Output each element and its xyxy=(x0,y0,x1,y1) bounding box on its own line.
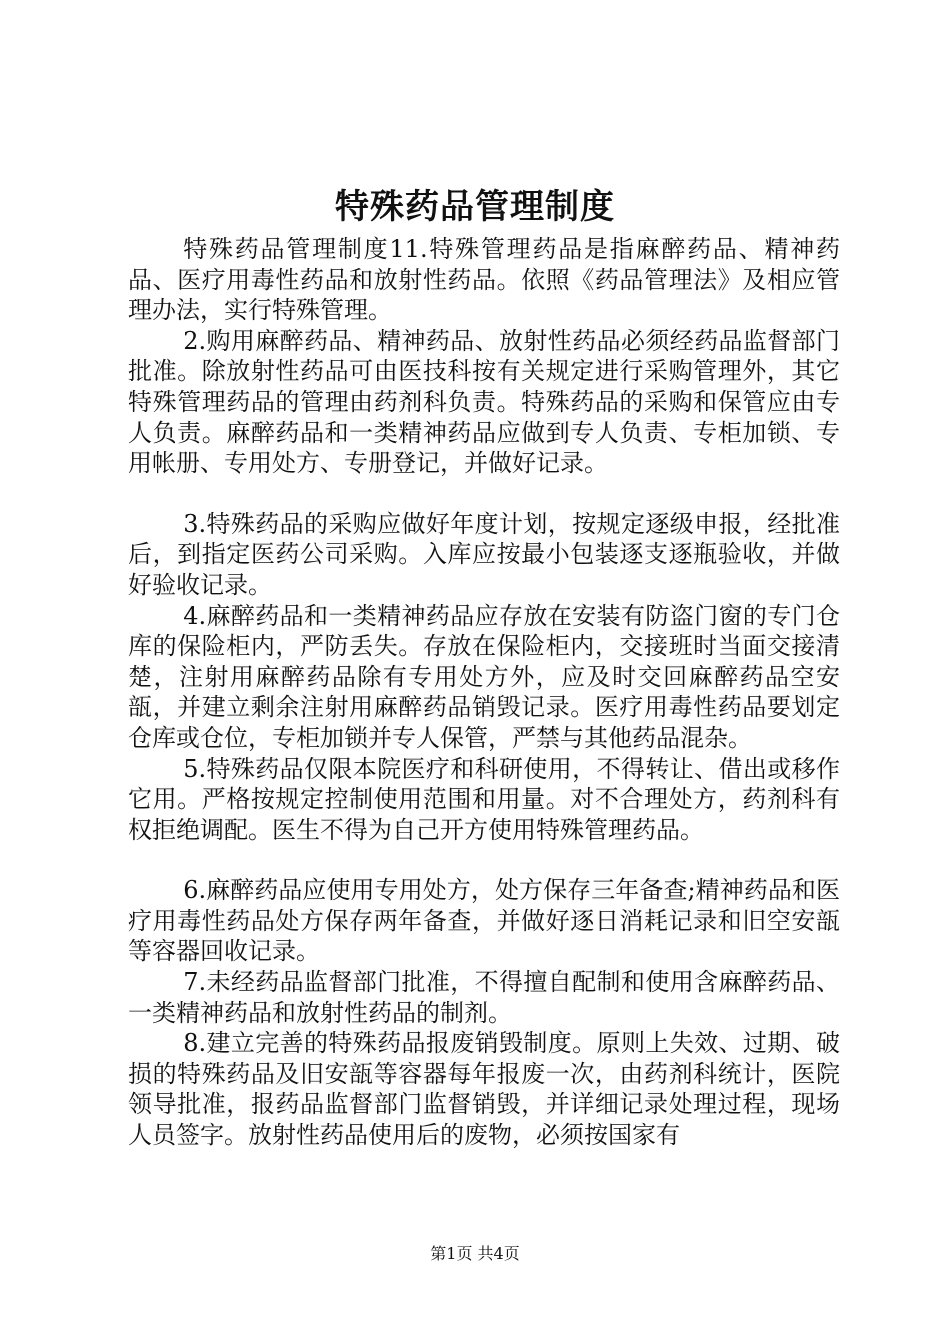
document-title: 特殊药品管理制度 xyxy=(335,187,615,227)
paragraph-6: 6.麻醉药品应使用专用处方，处方保存三年备查;精神药品和医疗用毒性药品处方保存两年备查，并做好逐日消耗记录和旧空安瓿等容器回收记录。 xyxy=(128,876,840,966)
document-body xyxy=(128,234,840,1151)
paragraph-1: 特殊药品管理制度11.特殊管理药品是指麻醉药品、精神药品、医疗用毒性药品和放射性药品。依照《药品管理法》及相应管理办法，实行特殊管理。 xyxy=(128,235,840,325)
paragraph-8: 8.建立完善的特殊药品报废销毁制度。原则上失效、过期、破损的特殊药品及旧安瓿等容器每年报废一次，由药剂科统计，医院领导批准，报药品监督部门监督销毁，并详细记录处理过程，现场人员签字。放射性药品使用后的废物，必须按国家有 xyxy=(128,1029,840,1150)
paragraph-3: 3.特殊药品的采购应做好年度计划，按规定逐级申报，经批准后，到指定医药公司采购。入库应按最小包装逐支逐瓶验收，并做好验收记录。 xyxy=(128,509,840,599)
page-footer: 第1页 共4页 xyxy=(430,1244,520,1263)
paragraph-5: 5.特殊药品仅限本院医疗和科研使用，不得转让、借出或移作它用。严格按规定控制使用范围和用量。对不合理处方，药剂科有权拒绝调配。医生不得为自己开方使用特殊管理药品。 xyxy=(128,754,840,844)
paragraph-4: 4.麻醉药品和一类精神药品应存放在安装有防盗门窗的专门仓库的保险柜内，严防丢失。存放在保险柜内，交接班时当面交接清楚，注射用麻醉药品除有专用处方外，应及时交回麻醉药品空安瓿，并建立剩余注射用麻醉药品销毁记录。医疗用毒性药品要划定仓库或仓位，专柜加锁并专人保管，严禁与其他药品混杂。 xyxy=(128,601,840,752)
paragraph-7: 7.未经药品监督部门批准，不得擅自配制和使用含麻醉药品、一类精神药品和放射性药品的制剂。 xyxy=(128,968,840,1027)
paragraph-2: 2.购用麻醉药品、精神药品、放射性药品必须经药品监督部门批准。除放射性药品可由医技科按有关规定进行采购管理外，其它特殊管理药品的管理由药剂科负责。特殊药品的采购和保管应由专人负责。麻醉药品和一类精神药品应做到专人负责、专柜加锁、专用帐册、专用处方、专册登记，并做好记录。 xyxy=(128,326,840,478)
